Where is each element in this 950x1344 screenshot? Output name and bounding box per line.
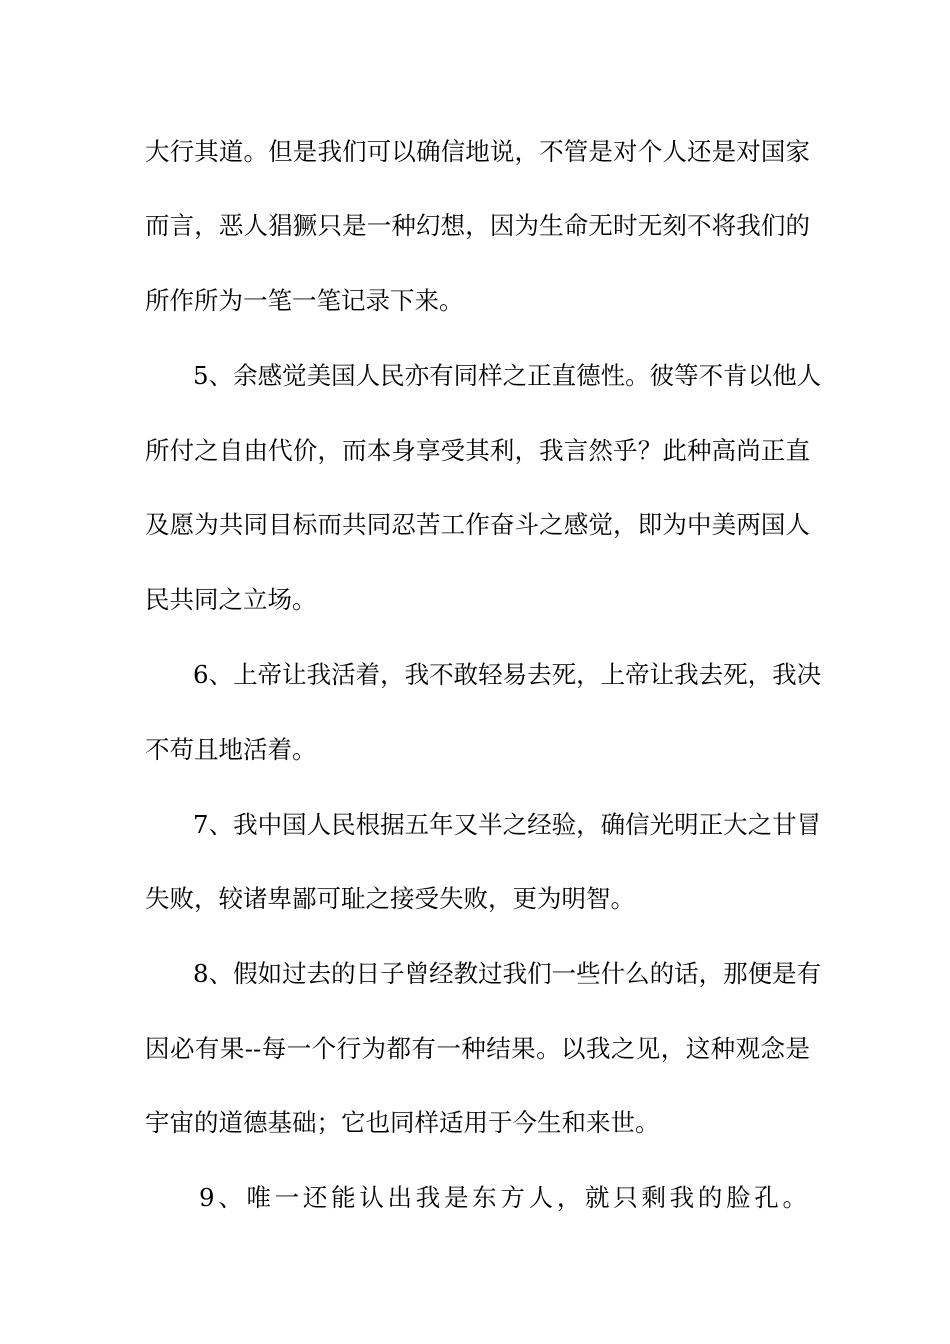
paragraph-line: 宇宙的道德基础；它也同样适用于今生和来世。 [145,1108,660,1137]
paragraph-line: 5、余感觉美国人民亦有同样之正直德性。彼等不肯以他人 [193,361,822,390]
paragraph-line: 不苟且地活着。 [145,735,317,764]
paragraph-line: 所付之自由代价，而本身享受其利，我言然乎？此种高尚正直 [145,436,810,465]
paragraph-line: 9、唯一还能认出我是东方人，就只剩我的脸孔。 [199,1183,810,1212]
paragraph-line: 民共同之立场。 [145,585,317,614]
paragraph-line: 8、假如过去的日子曾经教过我们一些什么的话，那便是有 [193,959,822,988]
paragraph-line: 因必有果--每一个行为都有一种结果。以我之见，这种观念是 [145,1034,810,1063]
paragraph-line: 7、我中国人民根据五年又半之经验，确信光明正大之甘冒 [193,810,822,839]
paragraph-line: 大行其道。但是我们可以确信地说，不管是对个人还是对国家 [145,137,810,166]
paragraph-line: 6、上帝让我活着，我不敢轻易去死，上帝让我去死，我决 [193,660,822,689]
paragraph-line: 及愿为共同目标而共同忍苦工作奋斗之感觉，即为中美两国人 [145,510,810,539]
paragraph-line: 而言，恶人猖獗只是一种幻想，因为生命无时无刻不将我们的 [145,211,810,240]
paragraph-line: 失败，较诸卑鄙可耻之接受失败，更为明智。 [145,884,635,913]
paragraph-line: 所作所为一笔一笔记录下来。 [145,286,464,315]
